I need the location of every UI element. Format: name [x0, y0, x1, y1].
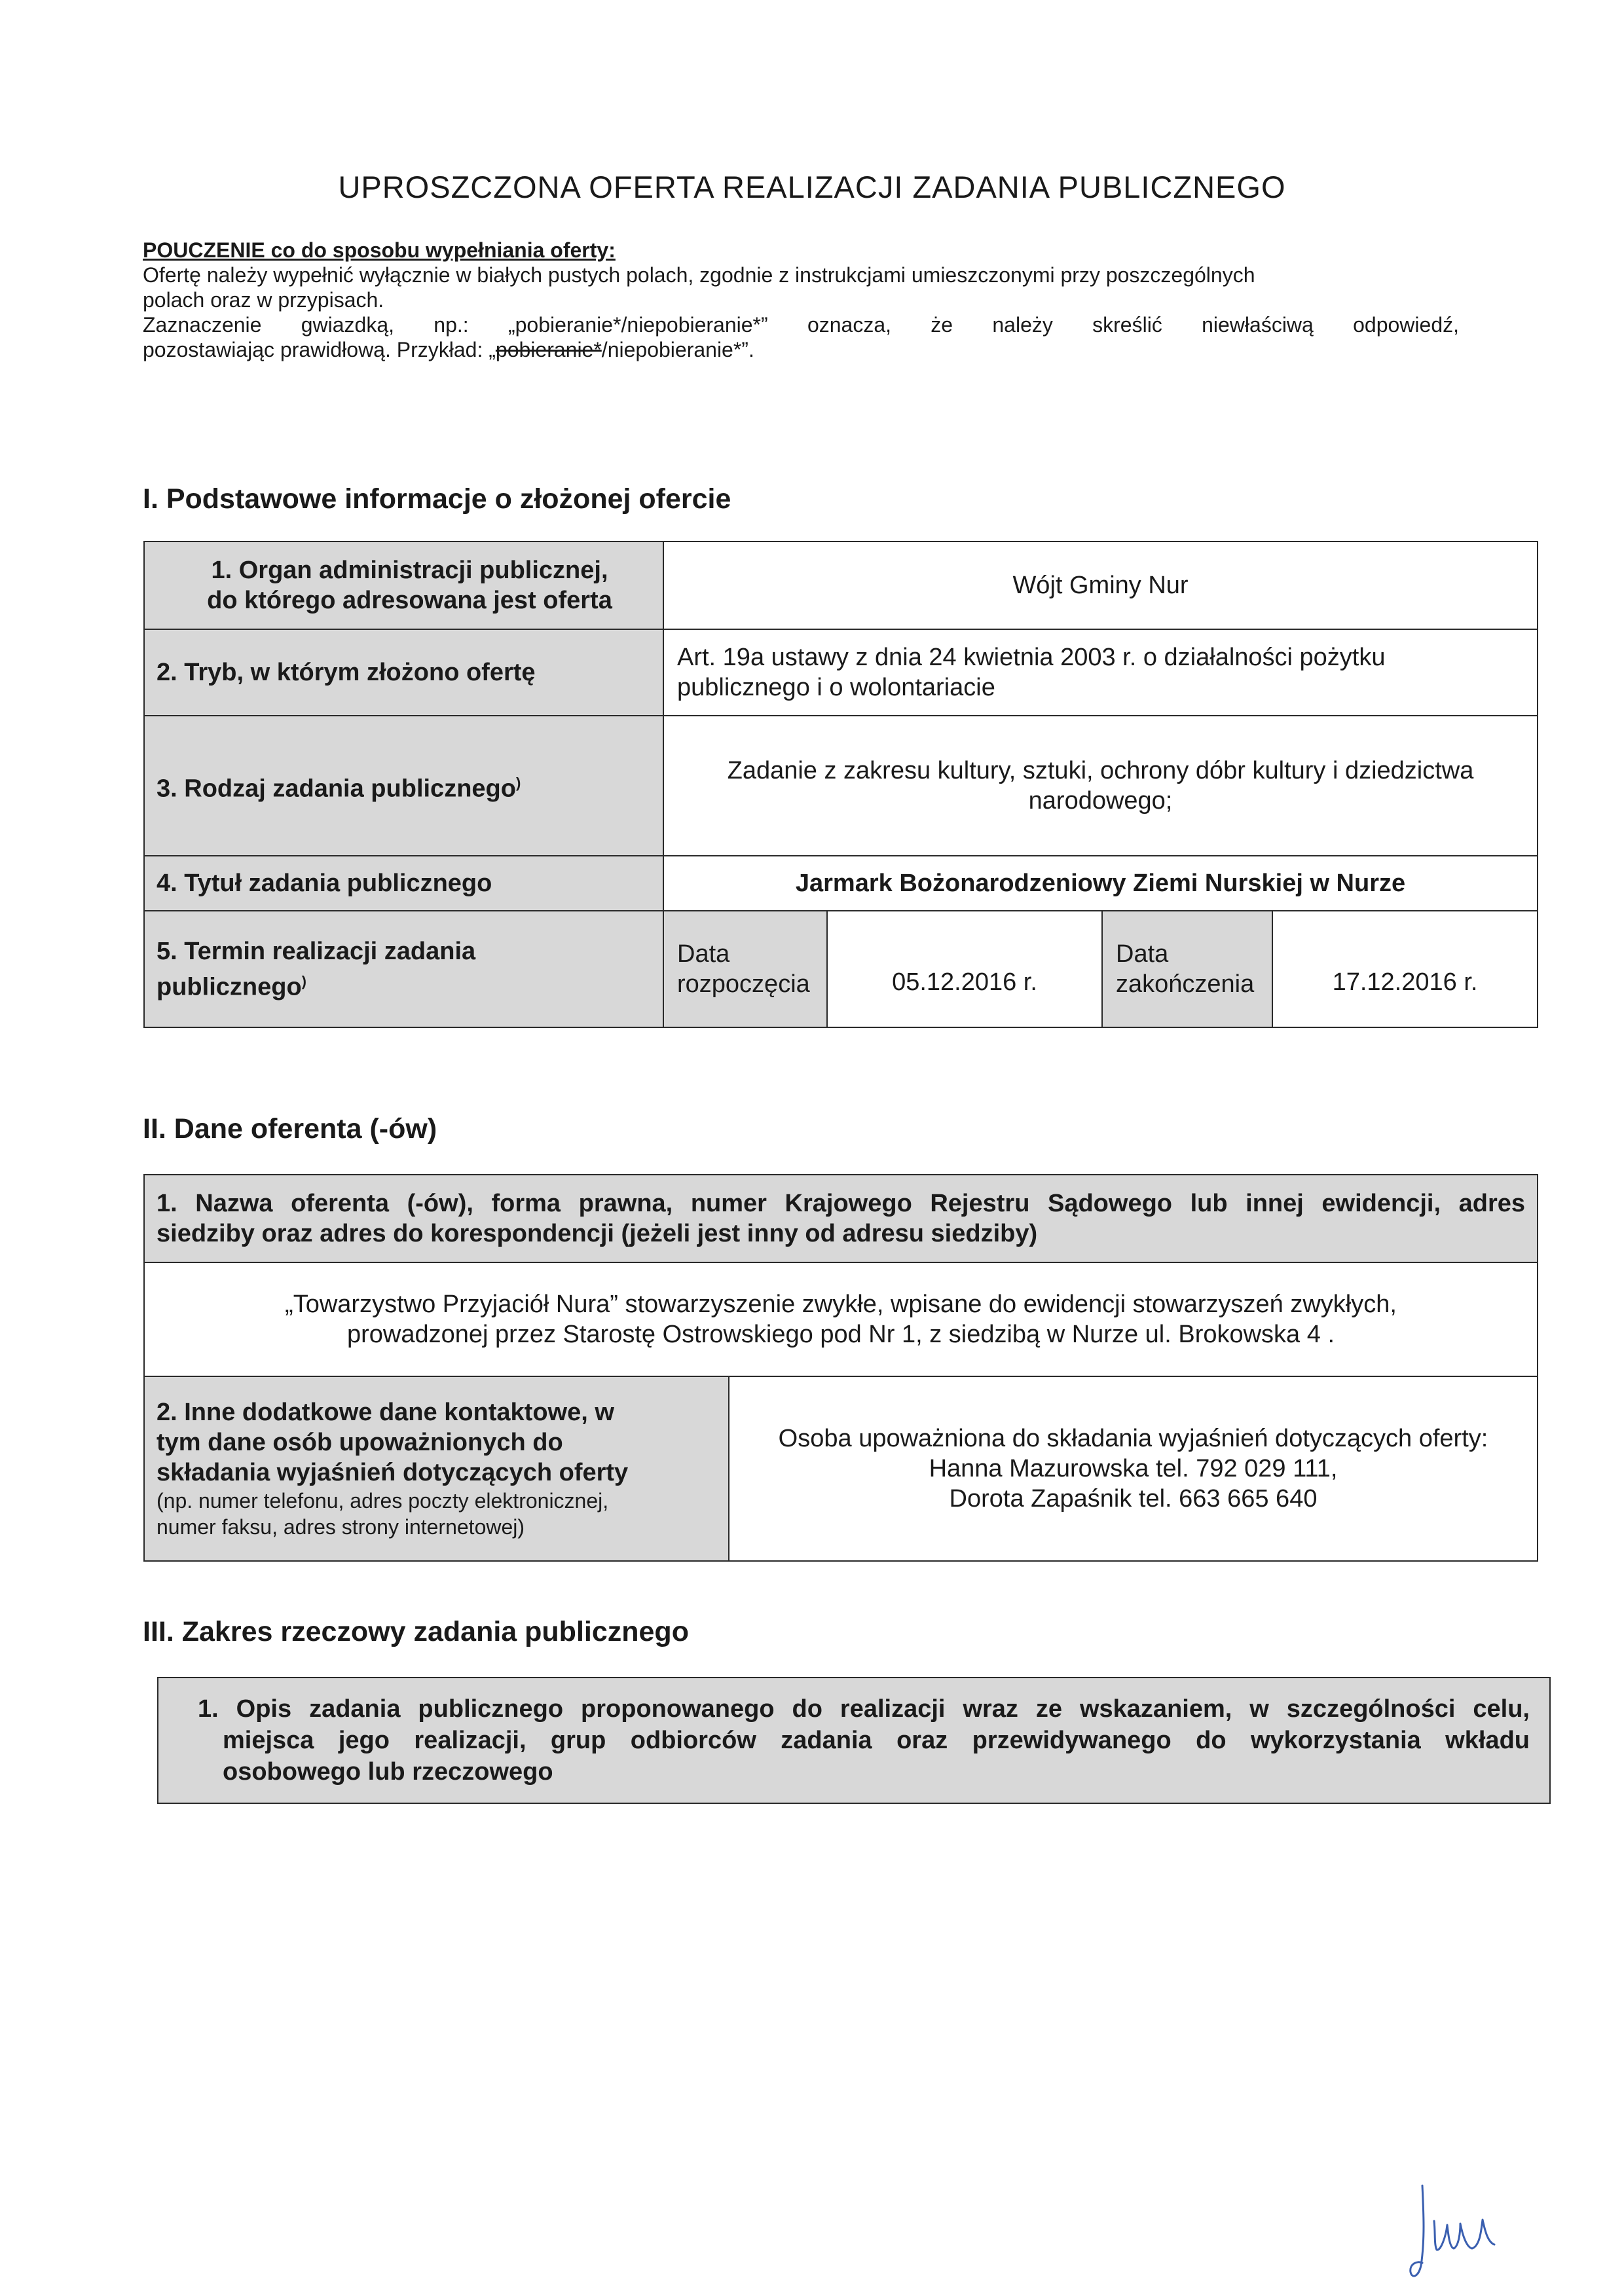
- section-1-title: I. Podstawowe informacje o złożonej ofercie: [143, 483, 731, 515]
- struck-example: pobieranie*: [495, 338, 602, 361]
- end-date-label: Data zakończenia: [1102, 911, 1272, 1027]
- scope-table: [157, 1677, 1551, 1804]
- notice-heading: POUCZENIE co do sposobu wypełniania oferty:: [143, 238, 616, 262]
- notice-line: pozostawiając prawidłową. Przykład: „pobieranie*/niepobieranie*”.: [143, 338, 754, 361]
- task-type-label: 3. Rodzaj zadania publicznego): [144, 716, 663, 856]
- table-row: [144, 856, 1538, 911]
- table-row: [144, 911, 1538, 1027]
- table-row: [144, 1376, 1538, 1561]
- task-title-label: 4. Tytuł zadania publicznego: [144, 856, 663, 911]
- notice-line: Ofertę należy wypełnić wyłącznie w białych pustych polach, zgodnie z instrukcjami umieszczonymi przy poszczególnych: [143, 263, 1255, 287]
- offeror-table: [143, 1174, 1538, 1562]
- contact-label: 2. Inne dodatkowe dane kontaktowe, w tym dane osób upoważnionych do składania wyjaśnień dotyczących oferty (np. numer telefonu, adres poczty elektronicznej, numer faksu, adres strony internetowej): [144, 1376, 729, 1561]
- table-row: [144, 542, 1538, 629]
- table-row: [158, 1678, 1550, 1803]
- task-description-label: 1. Opis zadania publicznego proponowanego do realizacji wraz ze wskazaniem, w szczególności celu, miejsca jego realizacji, grup odbiorców zadania oraz przewidywanego do wykorzystania wkładu osobowego lub rzeczowego: [158, 1678, 1550, 1803]
- notice-line: Zaznaczenie gwiazdką, np.: „pobieranie*/niepobieranie*” oznacza, że należy skreślić niewłaściwą odpowiedź,: [143, 313, 1459, 337]
- contact-value[interactable]: Osoba upoważniona do składania wyjaśnień dotyczących oferty: Hanna Mazurowska tel. 792 029 111, Dorota Zapaśnik tel. 663 665 640: [729, 1376, 1538, 1561]
- end-date-value[interactable]: 17.12.2016 r.: [1272, 911, 1538, 1027]
- notice-line: polach oraz w przypisach.: [143, 288, 384, 312]
- task-type-value[interactable]: Zadanie z zakresu kultury, sztuki, ochrony dóbr kultury i dziedzictwa narodowego;: [663, 716, 1538, 856]
- table-row: [144, 716, 1538, 856]
- table-row: [144, 1175, 1538, 1262]
- table-row: [144, 1262, 1538, 1376]
- signature-scribble: [1408, 2174, 1506, 2285]
- organ-value[interactable]: Wójt Gminy Nur: [663, 542, 1538, 629]
- offeror-name-label: 1. Nazwa oferenta (-ów), forma prawna, numer Krajowego Rejestru Sądowego lub innej ewidencji, adres siedziby oraz adres do korespondencji (jeżeli jest inny od adresu siedziby): [144, 1175, 1538, 1262]
- handwritten-signature: [1408, 2174, 1506, 2288]
- task-period-label: 5. Termin realizacji zadania publicznego): [144, 911, 663, 1027]
- task-title-value[interactable]: Jarmark Bożonarodzeniowy Ziemi Nurskiej w Nurze: [663, 856, 1538, 911]
- section-2-title: II. Dane oferenta (-ów): [143, 1113, 437, 1145]
- mode-label: 2. Tryb, w którym złożono ofertę: [144, 629, 663, 716]
- offeror-name-value[interactable]: „Towarzystwo Przyjaciół Nura” stowarzyszenie zwykłe, wpisane do ewidencji stowarzyszeń zwykłych, prowadzonej przez Starostę Ostrowskiego pod Nr 1, z siedzibą w Nurze ul. Brokowska 4 .: [144, 1262, 1538, 1376]
- organ-label: 1. Organ administracji publicznej, do którego adresowana jest oferta: [144, 542, 663, 629]
- document-title: UPROSZCZONA OFERTA REALIZACJI ZADANIA PUBLICZNEGO: [338, 170, 1286, 204]
- start-date-value[interactable]: 05.12.2016 r.: [827, 911, 1102, 1027]
- section-3-title: III. Zakres rzeczowy zadania publicznego: [143, 1616, 689, 1647]
- instructions-notice: [143, 238, 1459, 362]
- table-row: [144, 629, 1538, 716]
- start-date-label: Data rozpoczęcia: [663, 911, 827, 1027]
- mode-value[interactable]: Art. 19a ustawy z dnia 24 kwietnia 2003 r. o działalności pożytku publicznego i o wolontariacie: [663, 629, 1538, 716]
- basic-info-table: [143, 541, 1538, 1028]
